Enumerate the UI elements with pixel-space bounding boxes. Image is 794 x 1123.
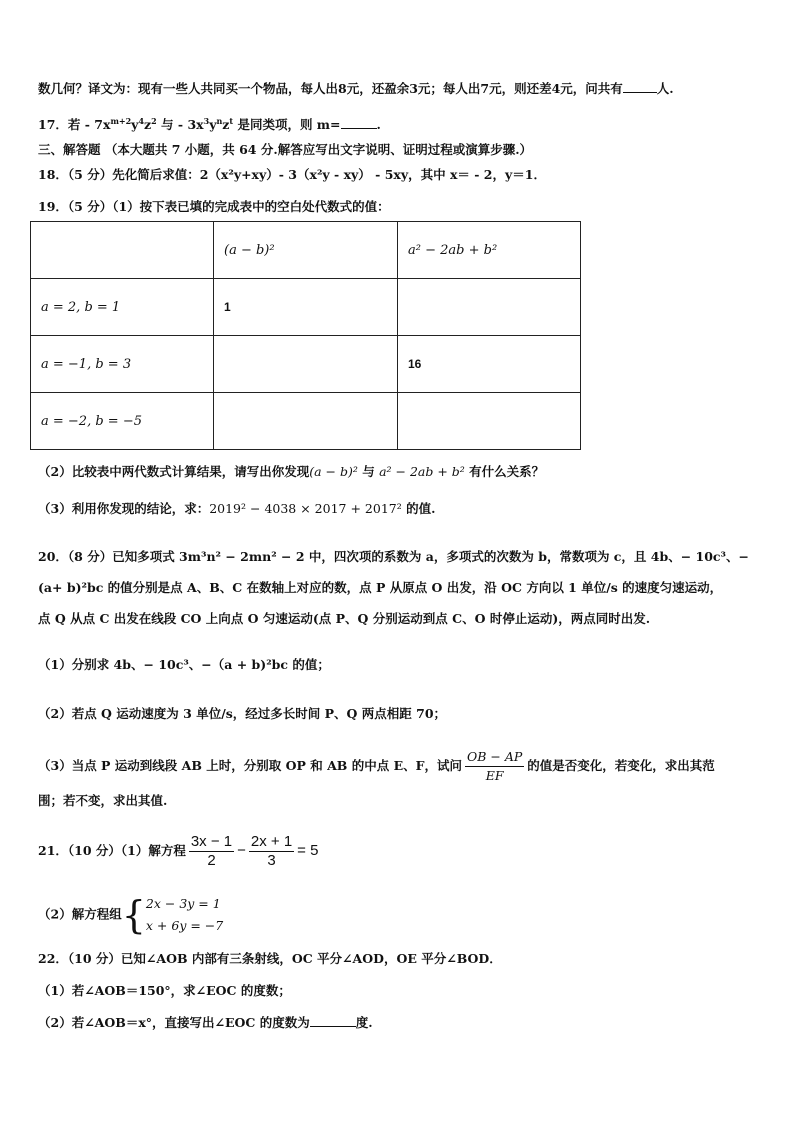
fraction-numerator: OB − AP	[465, 748, 524, 767]
q17-exp: m+2	[110, 115, 132, 126]
question-20-part-3-continued: 围；若不变，求出其值.	[38, 793, 168, 808]
question-18: 18．（5 分）先化简后求值：2（x²y+xy）- 3（x²y - xy） - 5xy，其中 x＝ - 2，y＝1．	[38, 167, 546, 182]
q21-fraction-2	[249, 833, 294, 870]
q19-3-expr: 2019² − 4038 × 2017 + 2017²	[209, 501, 402, 516]
table-cell	[31, 222, 214, 279]
equation-2: x + 6y = −7	[145, 918, 224, 933]
q19-2-expr: (a − b)²	[309, 464, 358, 479]
question-20-part-1: （1）分别求 4b、− 10c³、−（a + b)²bc 的值；	[38, 657, 330, 672]
table-cell: 1	[214, 279, 398, 336]
fraction-denominator: EF	[485, 768, 504, 783]
q17-text: 与 - 3x	[156, 117, 204, 132]
q17-text: z	[144, 117, 152, 132]
question-20-line-3: 点 Q 从点 C 出发在线段 CO 上向点 O 匀速运动(点 P、Q 分别运动到点 C、O 时停止运动)，两点同时出发.	[38, 611, 651, 626]
q19-2-text: 有什么关系？	[464, 464, 545, 479]
q17-text: y	[131, 117, 139, 132]
table-row	[31, 336, 581, 393]
question-20-line-2: (a+ b)²bc 的值分别是点 A、B、C 在数轴上对应的数，点 P 从原点 O 出发，沿 OC 方向以 1 单位/s 的速度匀速运动，	[38, 580, 723, 595]
q17-exp: 2	[151, 115, 157, 126]
question-22-part-2	[38, 1014, 373, 1032]
question-19-part-2	[38, 463, 544, 481]
question-20-line-1: 20．（8 分）已知多项式 3m³n² − 2mn² − 2 中，四次项的系数为 a，多项式的次数为 b，常数项为 c，且 4b、− 10c³、−	[38, 549, 749, 564]
fraction-denominator: 3	[267, 852, 276, 869]
q17-text: y	[209, 117, 217, 132]
q16-text: 数几何？译文为：现有一些人共同买一个物品，每人出8元，还盈余3元；每人出7元，则还差4元，问共有	[38, 81, 623, 96]
equation-system	[146, 893, 223, 937]
question-22: 22．（10 分）已知∠AOB 内部有三条射线，OC 平分∠AOD，OE 平分∠BOD．	[38, 951, 502, 966]
table-row-label: a = −1, b = 3	[31, 336, 214, 393]
question-19-part-3	[38, 500, 435, 518]
table-cell	[214, 393, 398, 450]
q17-exp: n	[216, 115, 223, 126]
fraction-numerator: 3x − 1	[190, 833, 233, 850]
q19-3-text: （3）利用你发现的结论，求：	[38, 501, 210, 516]
table-header-cell: a² − 2ab + b²	[398, 222, 581, 279]
answer-blank	[310, 1014, 356, 1027]
table-row	[31, 393, 581, 450]
q19-3-text: 的值.	[401, 501, 436, 516]
answer-blank	[341, 116, 377, 129]
q17-text: 17．若 - 7x	[38, 117, 111, 132]
question-16-continued	[38, 80, 674, 98]
q20-3-fraction	[465, 748, 524, 785]
q21-1-text: 21．（10 分）（1）解方程	[38, 843, 186, 858]
table-cell: 16	[398, 336, 581, 393]
table-cell	[398, 279, 581, 336]
fraction-denominator: 2	[207, 852, 216, 869]
table-cell	[214, 336, 398, 393]
q21-equals: = 5	[297, 842, 319, 859]
question-20-part-2: （2）若点 Q 运动速度为 3 单位/s，经过多长时间 P、Q 两点相距 70；	[38, 706, 447, 721]
table-cell	[398, 393, 581, 450]
section-3-heading: 三、解答题 （本大题共 7 小题，共 64 分.解答应写出文字说明、证明过程或演算步骤.）	[38, 142, 533, 157]
question-19: 19．（5 分）（1）按下表已填的完成表中的空白处代数式的值：	[38, 199, 390, 214]
question-21-part-2	[38, 893, 223, 937]
fraction-numerator: 2x + 1	[250, 833, 293, 850]
q17-exp: 3	[203, 115, 210, 126]
q17-exp: t	[229, 115, 234, 126]
q17-exp: 4	[138, 115, 145, 126]
q20-3-text: （3）当点 P 运动到线段 AB 上时，分别取 OP 和 AB 的中点 E、F，试问	[38, 758, 462, 773]
equation-1: 2x − 3y = 1	[145, 896, 221, 911]
q17-end: .	[376, 117, 381, 132]
table-row-label: a = −2, b = −5	[31, 393, 214, 450]
question-20-part-3	[38, 748, 715, 785]
q17-text: z	[222, 117, 230, 132]
q17-text: 是同类项，则 m=	[233, 117, 341, 132]
brace-icon: {	[121, 893, 146, 937]
question-17	[38, 116, 381, 134]
q19-2-expr: a² − 2ab + b²	[379, 464, 465, 479]
q21-fraction-1	[189, 833, 234, 870]
q19-2-text: （2）比较表中两代数式计算结果，请写出你发现	[38, 464, 310, 479]
table-header-cell: (a − b)²	[214, 222, 398, 279]
table-row	[31, 222, 581, 279]
q21-minus: −	[237, 842, 246, 859]
q20-3-text: 的值是否变化，若变化，求出其范	[527, 758, 715, 773]
q21-2-text: （2）解方程组	[38, 906, 122, 922]
q22-2-text: （2）若∠AOB＝x°，直接写出∠EOC 的度数为	[38, 1015, 310, 1030]
q19-2-text: 与	[357, 464, 380, 479]
question-21-part-1	[38, 833, 318, 870]
q16-end: 人.	[656, 81, 674, 96]
table-row-label: a = 2, b = 1	[31, 279, 214, 336]
table-row	[31, 279, 581, 336]
answer-blank	[623, 80, 657, 93]
question-22-part-1: （1）若∠AOB＝150°，求∠EOC 的度数；	[38, 983, 291, 998]
q22-2-end: 度.	[355, 1015, 373, 1030]
q19-table	[30, 221, 581, 450]
